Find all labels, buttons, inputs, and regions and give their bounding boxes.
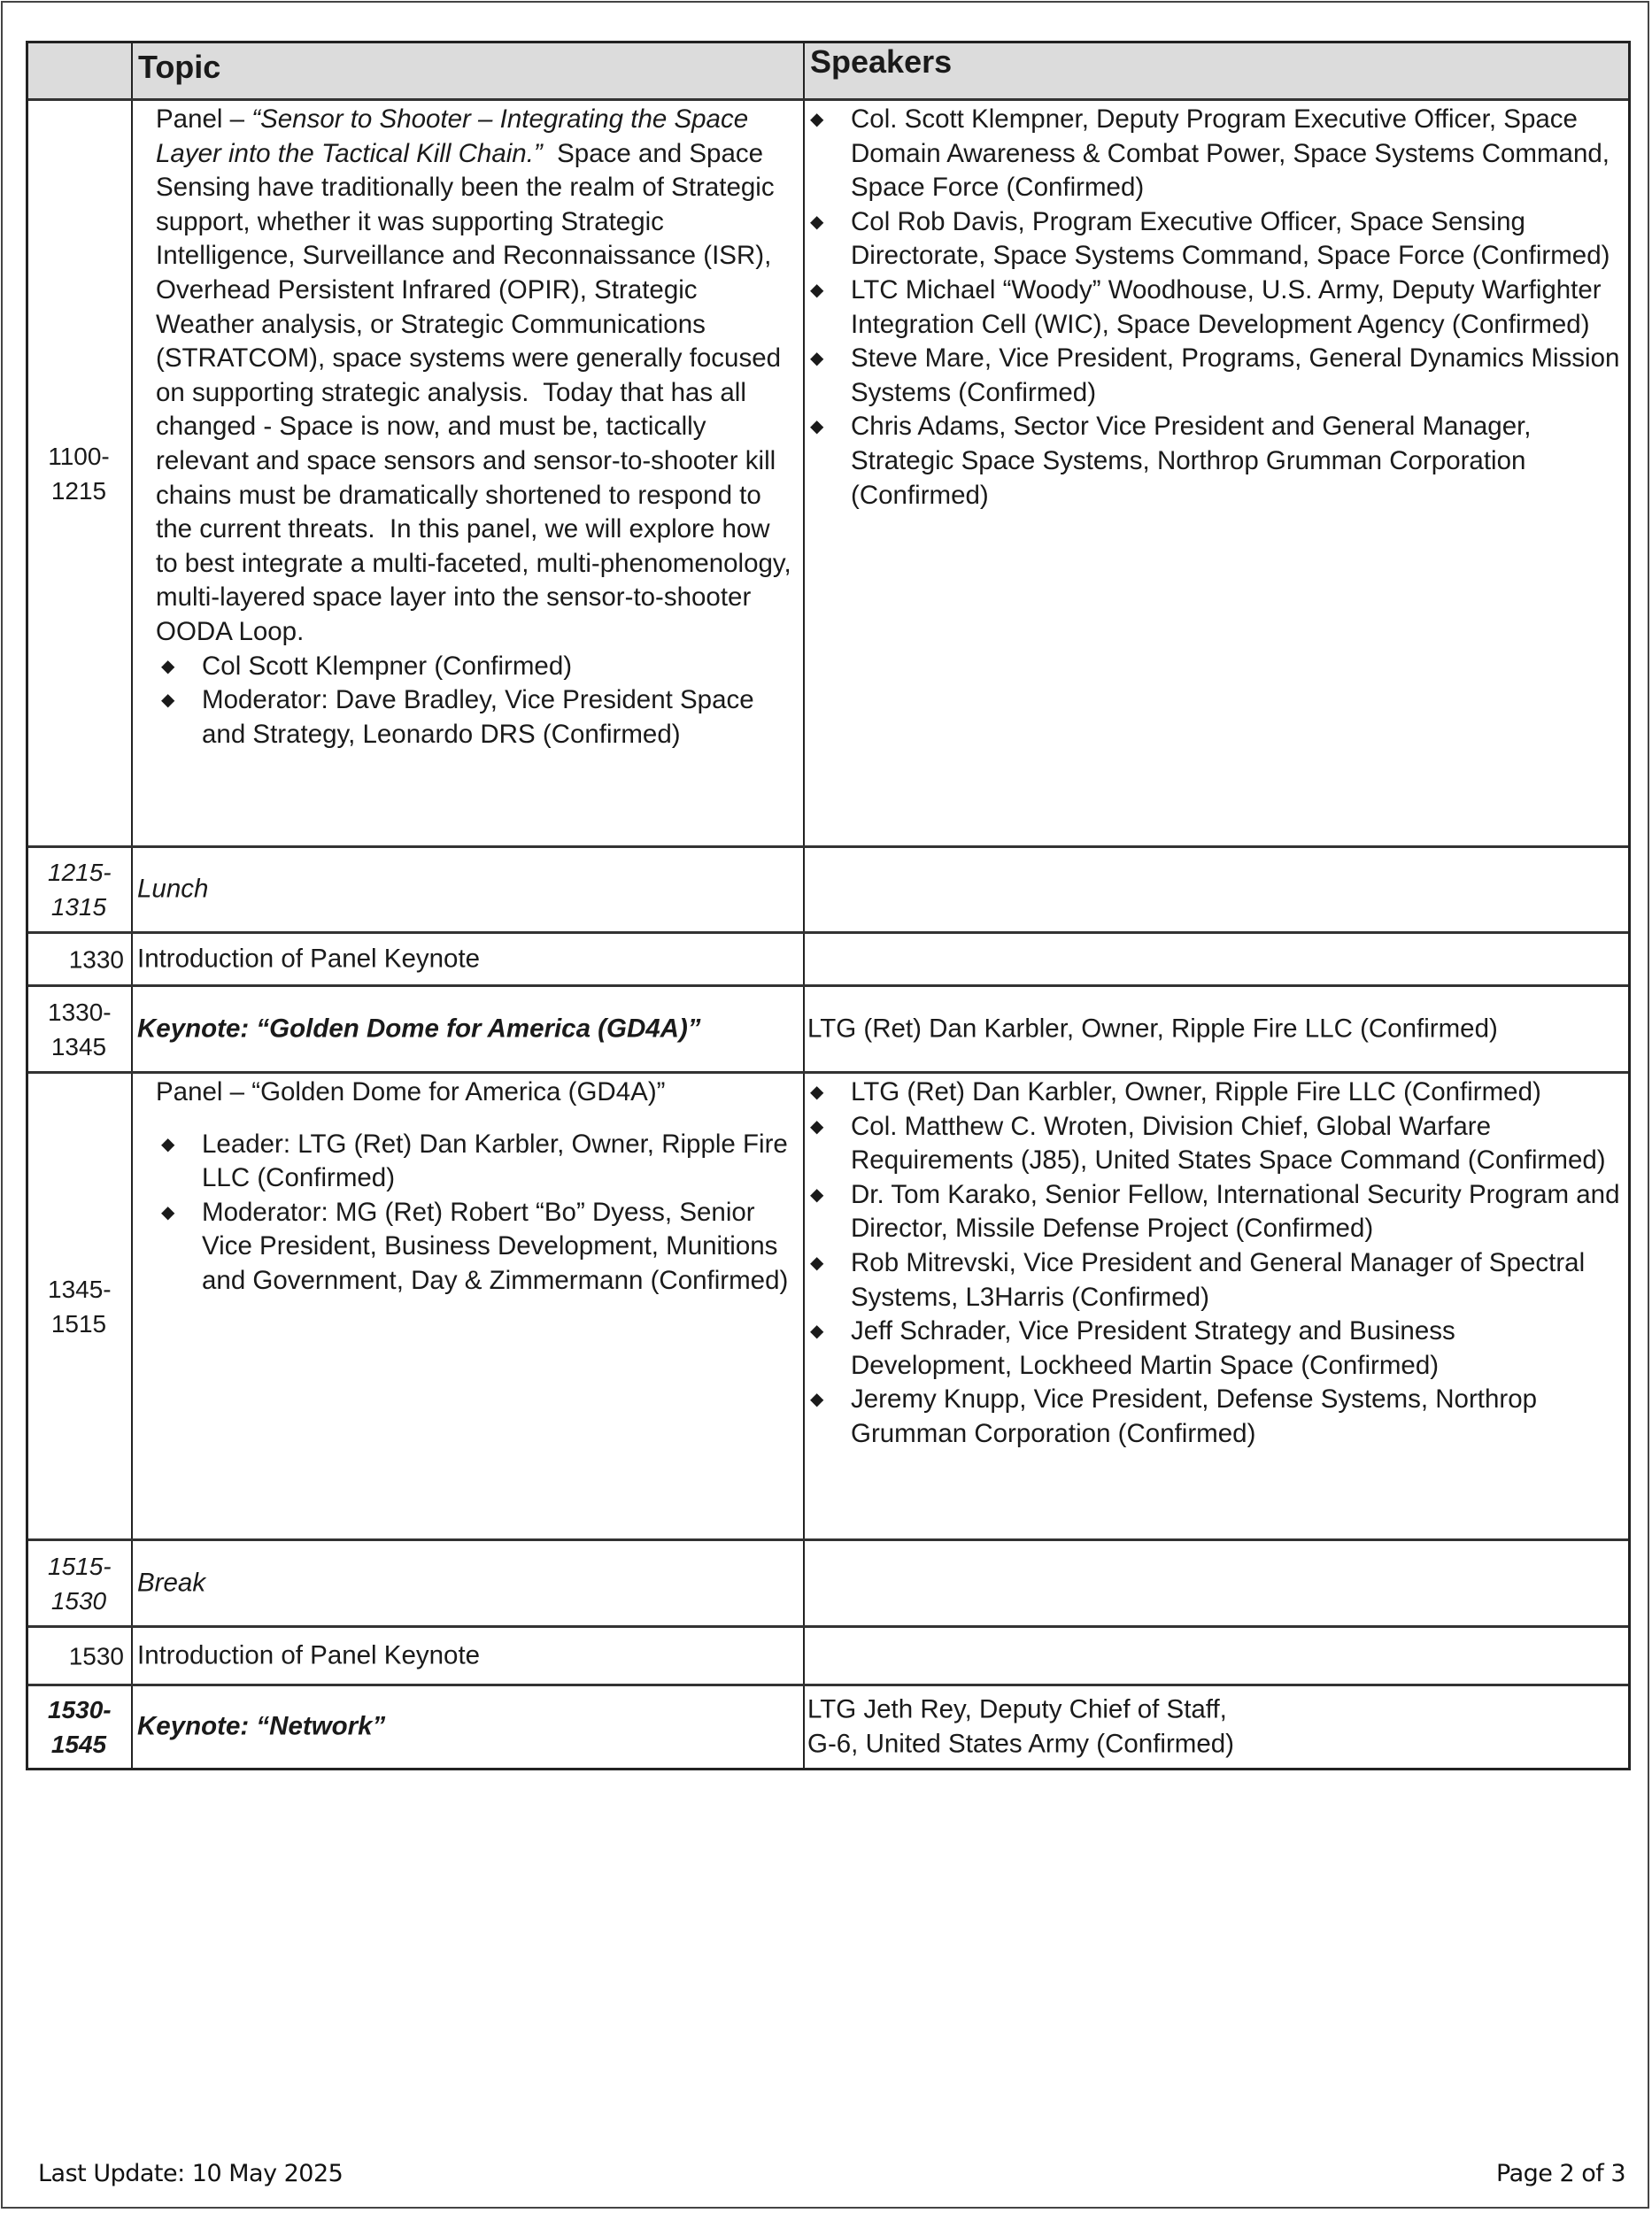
speakers-cell [805,1686,1628,1768]
speaker-text: Steve Mare, Vice President, Programs, General Dynamics Mission Systems (Confirmed) [851,343,1620,407]
list-item-text: Moderator: Dave Bradley, Vice President Space and Strategy, Leonardo DRS (Confirmed) [202,685,754,749]
topic-bullet-list [156,1128,794,1299]
topic-text: Keynote: “Golden Dome for America (GD4A)” [137,1014,701,1044]
topic-description: Space and Space Sensing have traditionally been the realm of Strategic support, whether it was supporting Strategic Intelligence, Surveillance and Reconnaissance (ISR), Overhead Persistent Infrared (OPIR), Strategic Weather analysis, or Strategic Communications (STRATCOM), space systems were generally focused on supporting strategic analysis. Today that has all changed - Space is now, and must be, tactically relevant and space sensors and sensor-to-shooter kill chains must be dramatically shortened to respond to the current threats. In this panel, we will explore how to best integrate a multi-faceted, multi-phenomenology, multi-layered space layer into the sensor-to-shooter OODA Loop. [156,138,799,646]
topic-body [156,103,799,752]
time-label: 1330-1345 [48,998,112,1060]
topic-bullet-list [156,650,794,752]
time-label: 1515-1530 [48,1552,112,1615]
diamond-bullet-icon: ◆ [810,280,824,300]
diamond-bullet-icon: ◆ [810,1083,824,1102]
diamond-bullet-icon: ◆ [810,349,824,369]
topic-cell [133,1686,805,1768]
speaker-text: Col. Scott Klempner, Deputy Program Executive Officer, Space Domain Awareness & Combat Power, Space Systems Command, Space Force (Confirmed) [851,104,1610,203]
topic-title: Panel – “Golden Dome for America (GD4A)” [156,1077,666,1106]
speaker-text: LTC Michael “Woody” Woodhouse, U.S. Army, Deputy Warfighter Integration Cell (WIC), Space Development Agency (Confirmed) [851,274,1602,339]
speaker-item [805,1383,1621,1451]
time-cell [28,101,133,845]
topic-text: Keynote: “Network” [137,1711,386,1741]
speaker-item [805,410,1621,513]
list-item-text: Leader: LTG (Ret) Dan Karbler, Owner, Ripple Fire LLC (Confirmed) [202,1129,788,1193]
table-row [28,1628,1628,1686]
topic-cell [133,1628,805,1684]
list-item [156,1128,794,1196]
speaker-item [805,274,1621,342]
speaker-item [805,1110,1621,1178]
speaker-text: Col. Matthew C. Wroten, Division Chief, Global Warfare Requirements (J85), United States Space Command (Confirmed) [851,1111,1606,1176]
list-item [156,650,794,684]
time-label: 1215-1315 [48,859,112,921]
speaker-list [805,1076,1621,1452]
topic-prefix: Panel – [156,104,252,134]
speakers-cell [805,1628,1628,1684]
topic-cell [133,848,805,931]
speaker-line: G-6, United States Army (Confirmed) [807,1729,1234,1758]
speaker-line: LTG Jeth Rey, Deputy Chief of Staff, [807,1694,1227,1724]
last-update-footer: Last Update: 10 May 2025 [38,2160,344,2187]
page-number-footer: Page 2 of 3 [1496,2160,1625,2187]
time-label: 1530-1545 [48,1696,112,1758]
speaker-text: LTG (Ret) Dan Karbler, Owner, Ripple Fire LLC (Confirmed) [851,1077,1541,1106]
time-label: 1345-1515 [48,1275,112,1338]
speakers-cell [805,987,1628,1071]
time-cell [28,987,133,1071]
table-header-row [28,43,1628,101]
diamond-bullet-icon: ◆ [161,656,175,676]
diamond-bullet-icon: ◆ [161,1202,175,1222]
speakers-cell [805,1541,1628,1625]
diamond-bullet-icon: ◆ [810,110,824,129]
table-row [28,1074,1628,1541]
time-cell [28,1074,133,1538]
topic-text: Break [137,1568,206,1598]
list-item [156,683,794,752]
diamond-bullet-icon: ◆ [810,417,824,437]
speaker-text [807,1693,1619,1761]
header-topic-cell [133,43,805,98]
table-row [28,934,1628,987]
list-item-text: Col Scott Klempner (Confirmed) [202,651,573,681]
diamond-bullet-icon: ◆ [810,1390,824,1410]
table-row [28,987,1628,1074]
time-cell [28,1628,133,1684]
topic-cell [133,987,805,1071]
time-cell [28,1541,133,1625]
speaker-text: LTG (Ret) Dan Karbler, Owner, Ripple Fire LLC (Confirmed) [807,1014,1498,1044]
diamond-bullet-icon: ◆ [810,1322,824,1342]
table-row [28,1686,1628,1768]
topic-body [156,1076,794,1299]
speaker-list [805,103,1621,513]
diamond-bullet-icon: ◆ [810,1184,824,1205]
topic-title: “Sensor to Shooter – Integrating the Space Layer into the Tactical Kill Chain.” [156,104,749,168]
table-row [28,101,1628,848]
speaker-text: Col Rob Davis, Program Executive Officer, Space Sensing Directorate, Space Systems Command, Space Force (Confirmed) [851,206,1610,271]
speaker-text: Jeff Schrader, Vice President Strategy and Business Development, Lockheed Martin Space (Confirmed) [851,1316,1455,1380]
speaker-item [805,205,1621,274]
speaker-text: Dr. Tom Karako, Senior Fellow, International Security Program and Director, Missile Defense Project (Confirmed) [851,1179,1620,1244]
agenda-table [26,41,1631,1770]
speakers-cell [805,848,1628,931]
header-topic-label: Topic [138,49,221,85]
speakers-cell [805,1074,1628,1538]
diamond-bullet-icon: ◆ [161,690,175,711]
list-item-text: Moderator: MG (Ret) Robert “Bo” Dyess, Senior Vice President, Business Development, Munitions and Government, Day & Zimmermann (Confirmed) [202,1197,789,1295]
speaker-item [805,1246,1621,1315]
speaker-item [805,1076,1621,1110]
diamond-bullet-icon: ◆ [810,1116,824,1137]
speaker-text: Jeremy Knupp, Vice President, Defense Systems, Northrop Grumman Corporation (Confirmed) [851,1384,1538,1448]
diamond-bullet-icon: ◆ [810,212,824,232]
diamond-bullet-icon: ◆ [810,1253,824,1273]
list-item [156,1196,794,1299]
topic-text: Introduction of Panel Keynote [137,1640,481,1670]
speaker-item [805,342,1621,410]
table-row [28,1541,1628,1628]
speaker-item [805,1178,1621,1246]
topic-text: Lunch [137,874,209,904]
topic-text: Introduction of Panel Keynote [137,944,481,974]
topic-cell [133,934,805,984]
speakers-cell [805,101,1628,845]
time-label: 1100-1215 [48,442,110,505]
time-label: 1530 [68,1642,124,1669]
header-speakers-cell [805,43,1628,98]
header-speakers-label: Speakers [810,43,953,80]
speaker-text: Rob Mitrevski, Vice President and General Manager of Spectral Systems, L3Harris (Confirmed) [851,1247,1586,1312]
speaker-text: Chris Adams, Sector Vice President and General Manager, Strategic Space Systems, Northrop Grumman Corporation (Confirmed) [851,412,1532,510]
header-time-cell [28,43,133,98]
speakers-cell [805,934,1628,984]
time-cell [28,848,133,931]
time-cell [28,934,133,984]
diamond-bullet-icon: ◆ [161,1134,175,1154]
time-label: 1330 [68,945,124,973]
speaker-item [805,1315,1621,1383]
table-row [28,848,1628,934]
topic-cell [133,1541,805,1625]
topic-cell [133,1074,805,1538]
time-cell [28,1686,133,1768]
topic-cell [133,101,805,845]
speaker-item [805,103,1621,205]
